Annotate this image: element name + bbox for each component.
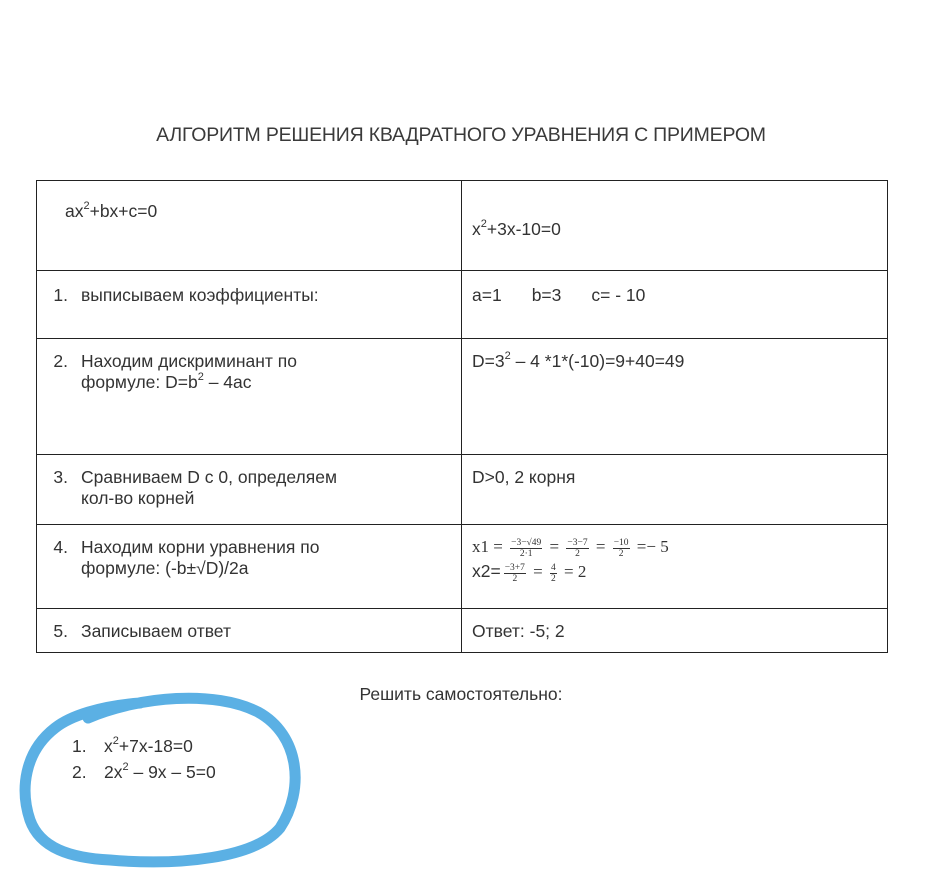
step-text: Находим корни уравнения по: [81, 537, 320, 557]
step-text: кол-во корней: [81, 488, 195, 508]
page-title: АЛГОРИТМ РЕШЕНИЯ КВАДРАТНОГО УРАВНЕНИЯ С ПРИМЕРОМ: [156, 124, 766, 146]
step-cell: [37, 339, 462, 455]
roots-calc: [472, 537, 669, 585]
root-x1: x1 = $\frac{-3-√49}{2\cdot 1}$ = $\frac{-3-7}{2}$ = $\frac{-10}{2}$ =− 5: [472, 537, 669, 559]
root-x2: x2= $\frac{-3+7}{2}$ = $\frac{4}{2}$ = 2: [472, 561, 587, 584]
generic-equation-cell: [37, 181, 462, 271]
step-cell: [37, 455, 462, 525]
self-study-task: 1. $x^2+7x-18=0$: [72, 735, 193, 756]
step-number: 1.: [53, 285, 68, 305]
table-row: [37, 609, 888, 653]
example-equation-cell: [462, 181, 888, 271]
step-result-cell: [462, 609, 888, 653]
algorithm-table: [36, 180, 888, 653]
discriminant-calc: $D=3^2 - 4$ *1*(-10)=9+40=49: [472, 350, 685, 371]
coefficients: a=1 b=3 c= - 10: [472, 285, 646, 305]
table-row: [37, 339, 888, 455]
table-row: [37, 271, 888, 339]
roots-count: D>0, 2 корня: [472, 467, 576, 487]
step-number: 3.: [53, 467, 68, 487]
step-result-cell: [462, 271, 888, 339]
self-study-task: 2. $2x^2 - 9x - 5=0$: [72, 761, 216, 782]
step-text: выписываем коэффициенты:: [81, 285, 319, 305]
step-number: 5.: [53, 621, 68, 641]
answer: Ответ: -5; 2: [472, 621, 565, 641]
step-result-cell: [462, 525, 888, 609]
step-result-cell: [462, 339, 888, 455]
step-text: Записываем ответ: [81, 621, 231, 641]
step-text: Находим дискриминант по: [81, 351, 298, 371]
table-row: [37, 455, 888, 525]
step-text: формуле: (-b±√D)/2a: [81, 558, 249, 578]
step-cell: [37, 609, 462, 653]
step-text: Сравниваем D с 0, определяем: [81, 467, 337, 487]
step-cell: [37, 525, 462, 609]
table-row: [37, 525, 888, 609]
step-text: формуле: $D=b^2 - 4ac$: [81, 371, 252, 392]
generic-equation: $ax^2+bx+c=0$: [65, 200, 158, 221]
step-result-cell: [462, 455, 888, 525]
step-number: 4.: [53, 537, 68, 557]
step-number: 2.: [53, 351, 68, 371]
example-equation: $x^2+3x-10=0$: [472, 218, 561, 239]
table-row: [37, 181, 888, 271]
step-cell: [37, 271, 462, 339]
self-study-title: Решить самостоятельно:: [359, 684, 563, 704]
